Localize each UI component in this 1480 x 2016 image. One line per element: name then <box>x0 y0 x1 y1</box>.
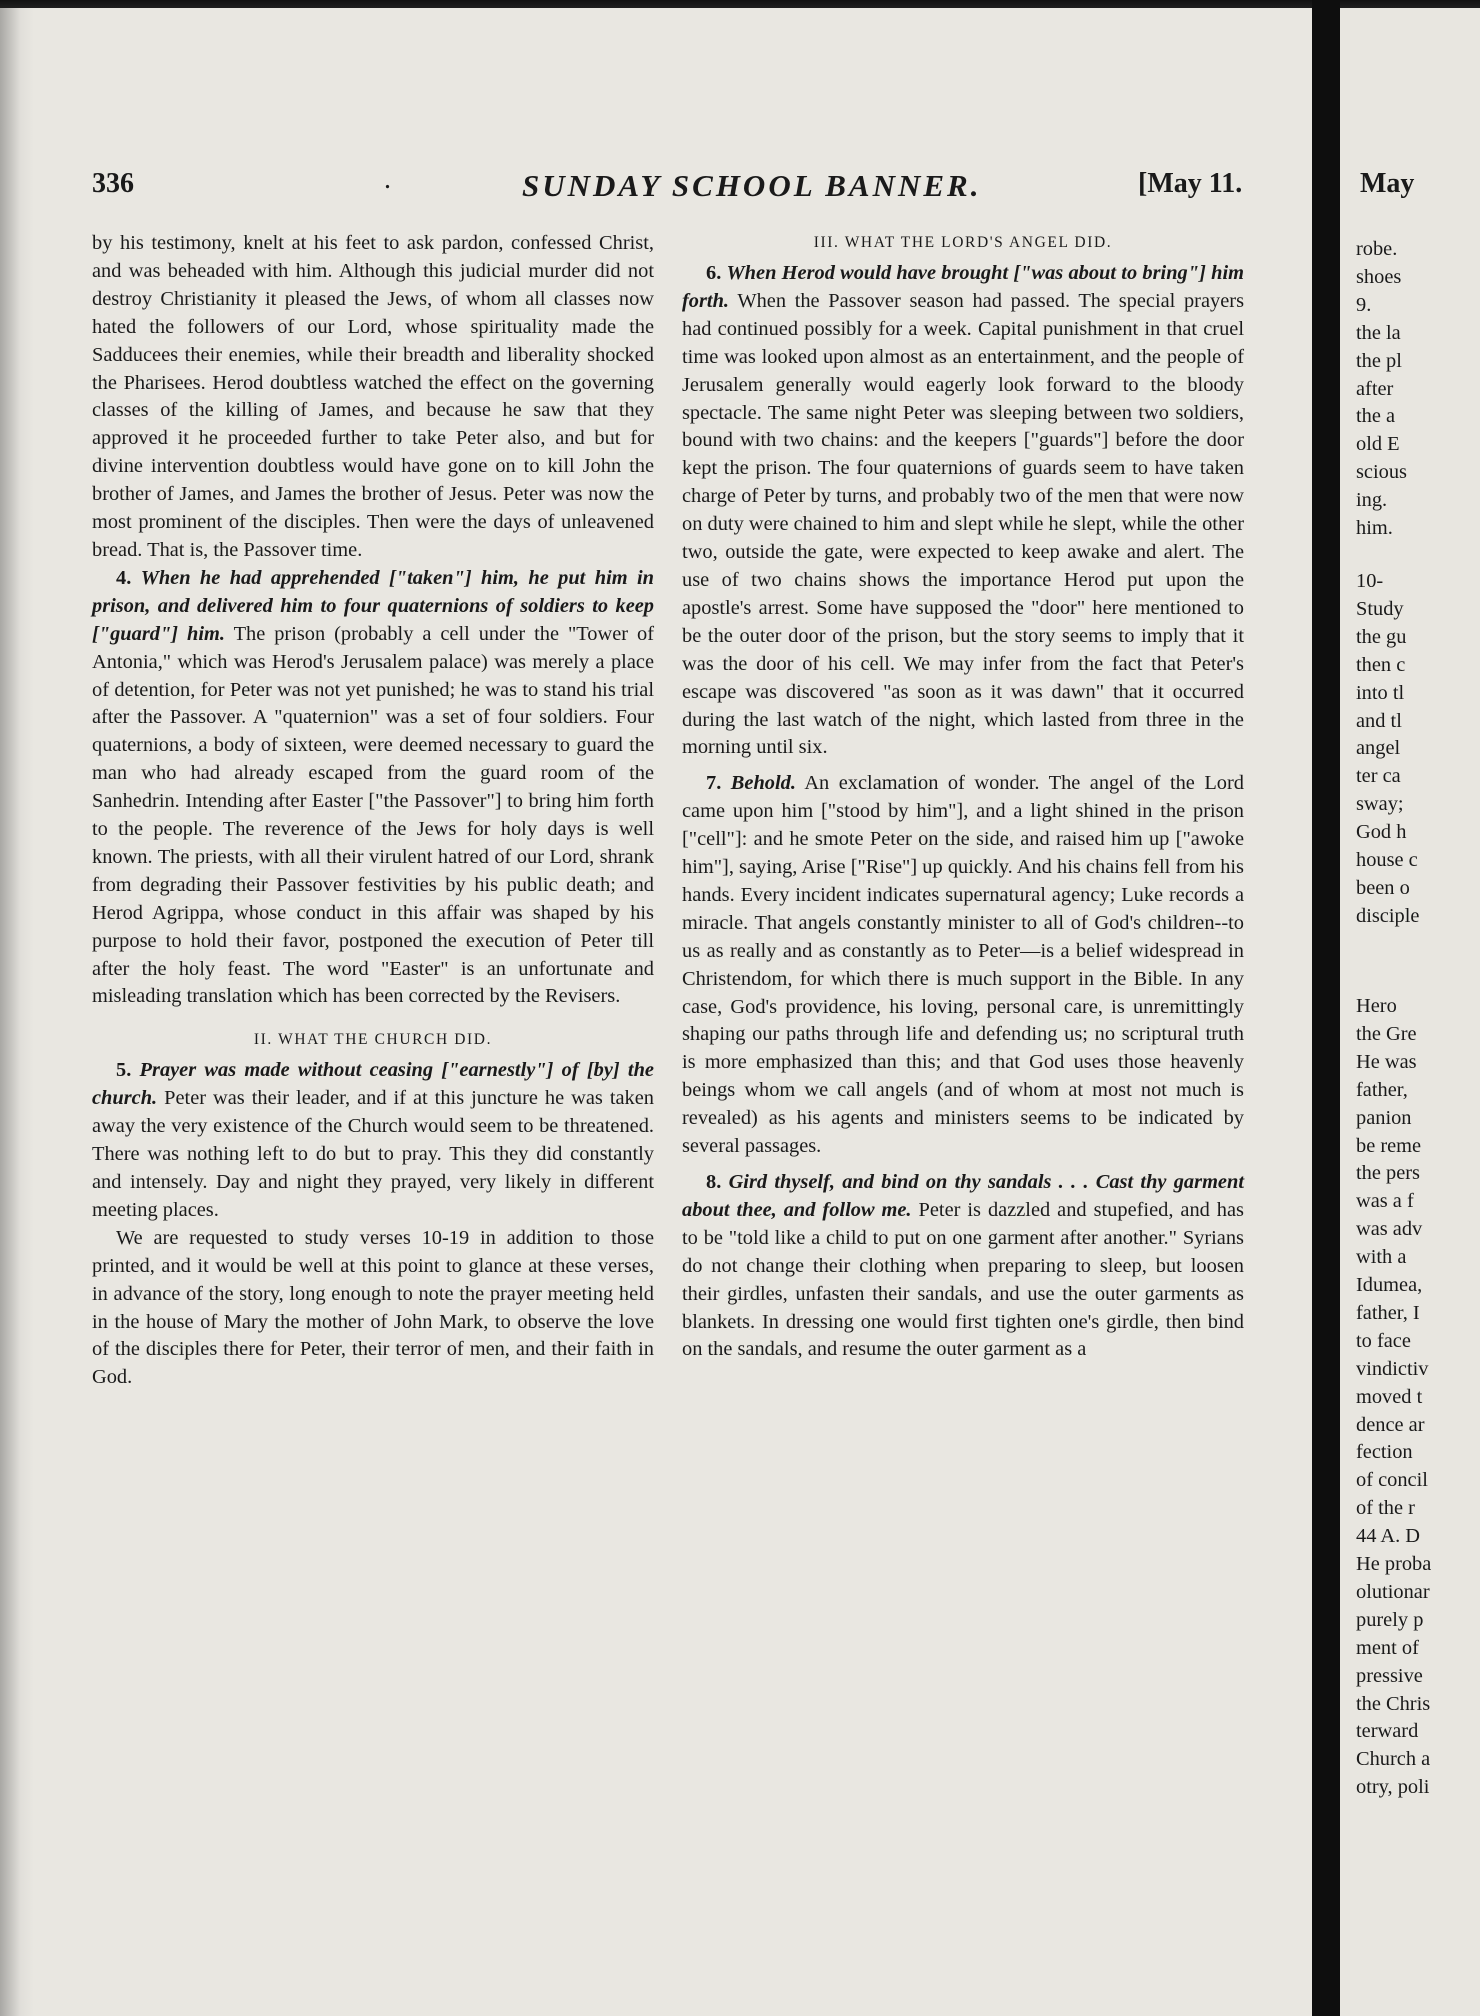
issue-date: [May 11. <box>1138 168 1243 199</box>
verse-5-comment <box>92 1057 654 1224</box>
facing-page-line: be reme <box>1356 1134 1422 1157</box>
commentary: Peter was their leader, and if at this juncture he was taken away the very existence of the Church would seem to be threatened. There was nothing left to do but to pray. This they did constantly and intensely. Day and night they prayed, very likely in different meeting places. <box>92 1087 654 1221</box>
facing-page-fragment <box>1340 8 1480 2016</box>
commentary: When the Passover season had passed. The special prayers had continued possibly for a week. Capital punishment in that cruel time was looked upon almost as an entertainment, and the people of Jerusalem generally would eagerly look forward to the bloody spectacle. The same night Peter was sleeping between two soldiers, bound with two chains: and the keepers ["guards"] before the door kept the prison. The four quaternions of guards seem to have taken charge of Peter by turns, and probably two of the men that were now on duty were chained to him and slept while he slept, while the other two, outside the gate, were expected to keep awake and alert. The use of two chains shows the importance Herod put upon the apostle's arrest. Some have supposed the "door" here mentioned to be the outer door of the prison, but the story seems to imply that it was the door of his cell. We may infer from the fact that Peter's escape was discovered "as soon as it was dawn" that it occurred during the last watch of the night, which lasted from three in the morning until six. <box>682 289 1244 759</box>
facing-page-line: to face <box>1356 1329 1411 1352</box>
facing-page-line: of the r <box>1356 1497 1415 1520</box>
verse-text: Gird thyself, and bind on thy sandals . . . Cast thy garment about thee, and follow me. <box>682 1171 1244 1221</box>
verse-text: When Herod would have brought ["was about to bring"] him forth. <box>682 262 1244 312</box>
facing-page-line: sway; <box>1356 793 1404 816</box>
facing-page-line: otry, poli <box>1356 1776 1430 1799</box>
facing-page-line: and tl <box>1356 709 1402 732</box>
facing-page-line: ter ca <box>1356 765 1401 788</box>
facing-page-line: shoes <box>1356 265 1402 288</box>
commentary: The prison (probably a cell under the "Tower of Antonia," which was Herod's Jerusalem palace) was merely a place of detention, for Peter was not yet punished; he was to stand his trial after the Passover. A "quaternion" was a set of four soldiers. Four quaternions, a body of sixteen, were deemed necessary to guard the man who had already escaped from the guard room of the Sanhedrin. Intending after Easter ["the Passover"] to bring him forth to the people. The reverence of the Jews for holy days is well known. The priests, with all their virulent hatred of our Lord, shrank from degrading their Passover festivities by his public death; and Herod Agrippa, whose conduct in this affair was shaped by his purpose to hold their favor, postponed the execution of Peter till after the holy feast. The word "Easter" is an unfortunate and misleading translation which has been corrected by the Revisers. <box>92 622 654 1008</box>
facing-page-line: father, <box>1356 1078 1408 1101</box>
facing-page-line: terward <box>1356 1720 1419 1743</box>
facing-page-line: 10- <box>1356 570 1384 592</box>
facing-page-line: He proba <box>1356 1553 1432 1575</box>
facing-page-line: purely p <box>1356 1608 1424 1631</box>
facing-page-line: him. <box>1356 517 1393 539</box>
facing-page-line: the gu <box>1356 625 1407 648</box>
facing-page-line: dence ar <box>1356 1413 1425 1436</box>
page-336 <box>0 8 1312 2016</box>
facing-page-line: the pl <box>1356 349 1402 372</box>
verse-4-comment <box>92 565 654 1012</box>
section-heading: III. WHAT THE LORD'S ANGEL DID. <box>813 234 1113 251</box>
facing-page-line: God h <box>1356 821 1407 844</box>
facing-page-line: Hero <box>1356 995 1397 1017</box>
facing-page-line: was a f <box>1356 1190 1414 1213</box>
study-note: We are requested to study verses 10-19 in addition to those printed, and it would be well at this point to glance at these verses, in advance of the story, long enough to note the prayer meeting held in the house of Mary the mother of John Mark, to observe the love of the disciples there for Peter, their terror of men, and their faith in God. <box>92 1226 654 1389</box>
header-separator: . <box>384 164 391 195</box>
verse-text: Behold. <box>730 772 796 795</box>
binding-shadow <box>0 8 34 2016</box>
facing-page-line: He was <box>1356 1050 1417 1073</box>
verse-text: Prayer was made without ceasing ["earnestly"] of [by] the church. <box>92 1059 654 1110</box>
facing-page-line: into tl <box>1356 681 1405 704</box>
verse-7-comment <box>682 770 1244 1161</box>
facing-page-line: of concil <box>1356 1469 1428 1492</box>
facing-page-line: 44 A. D <box>1356 1525 1421 1548</box>
facing-page-line: pressive <box>1356 1664 1423 1687</box>
facing-page-line: then c <box>1356 653 1406 676</box>
facing-page-line: Idumea, <box>1356 1274 1423 1296</box>
facing-page-line: vindictiv <box>1356 1357 1429 1380</box>
facing-page-line: been o <box>1356 876 1410 899</box>
commentary: An exclamation of wonder. The angel of the Lord came upon him ["stood by him"], and a light shined in the prison ["cell"]: and he smote Peter on the side, and raised him up ["awoke him"], saying, Arise ["Rise"] up quickly. And his chains fell from his hands. Every incident indicates supernatural agency; Luke records a miracle. That angels constantly minister to all of God's children--to us as really and as constantly as to Peter—is a belief widespread in Christendom, for which there is much support in the Bible. In any case, God's providence, his loving, personal care, is unremittingly shaping our paths through life and defending us; no scriptural truth is more emphasized than this; and that God uses those heavenly beings whom we call angels (and of whom at most not much is revealed) as his agents and ministers seems to be indicated by several passages. <box>682 772 1244 1158</box>
verse-8-comment <box>682 1169 1244 1364</box>
verse-number: 7. <box>706 772 722 795</box>
facing-page-line: house c <box>1356 849 1418 871</box>
facing-page-line: olutionar <box>1356 1580 1430 1603</box>
book-gutter <box>1312 0 1340 2016</box>
facing-page-line: Study <box>1356 597 1404 620</box>
verse-number: 4. <box>116 566 132 589</box>
page-number: 336 <box>92 168 134 199</box>
facing-page-line: disciple <box>1356 904 1420 927</box>
verse-number: 6. <box>706 262 722 284</box>
facing-page-line: father, I <box>1356 1301 1420 1324</box>
verse-6-comment <box>682 260 1244 762</box>
facing-page-line: angel <box>1356 737 1401 760</box>
facing-page-line: ment of <box>1356 1636 1419 1659</box>
left-column <box>92 230 654 1392</box>
facing-page-line: the a <box>1356 405 1396 428</box>
facing-page-line: was adv <box>1356 1218 1423 1241</box>
verse-text: When he had apprehended ["taken"] him, he put him in prison, and delivered him to four quaternions of soldiers to keep ["guard"] him. <box>92 566 654 645</box>
facing-page-line: with a <box>1356 1246 1407 1269</box>
facing-page-line: scious <box>1356 461 1407 484</box>
verse-number: 8. <box>706 1171 722 1193</box>
facing-page-line: panion <box>1356 1106 1412 1129</box>
facing-page-line: the pers <box>1356 1162 1420 1185</box>
facing-page-line: Church a <box>1356 1748 1431 1771</box>
facing-page-header: May <box>1360 168 1415 199</box>
facing-page-line: old E <box>1356 433 1400 456</box>
facing-page-line: robe. <box>1356 238 1398 260</box>
section-heading: II. WHAT THE CHURCH DID. <box>253 1031 493 1049</box>
verse-number: 5. <box>116 1059 132 1082</box>
facing-page-line: the la <box>1356 321 1401 344</box>
paragraph-continued: by his testimony, knelt at his feet to ask pardon, confessed Christ, and was beheaded with him. Although this judicial murder did not destroy Christianity it pleased the Jews, of whom all classes now hated the followers of our Lord, whose spirituality made the Sadducees their enemies, while their breadth and liberality shocked the Pharisees. Herod doubtless watched the effect on the governing classes of the killing of James, and because he saw that they approved it he proceeded further to take Peter also, and but for divine intervention doubtless would have gone on to kill John the brother of James, and James the brother of Jesus. Peter was now the most prominent of the disciples. Then were the days of unleavened bread. That is, the Passover time. <box>92 232 654 561</box>
facing-page-line: fection <box>1356 1441 1413 1464</box>
facing-page-line: after <box>1356 377 1394 400</box>
running-header <box>92 164 1252 212</box>
right-column <box>682 230 1244 1364</box>
facing-page-line: the Chris <box>1356 1692 1431 1715</box>
facing-page-line: 9. <box>1356 293 1372 316</box>
publication-title: SUNDAY SCHOOL BANNER. <box>522 168 982 203</box>
facing-page-line: the Gre <box>1356 1022 1417 1045</box>
commentary: Peter is dazzled and stupefied, and has to be "told like a child to put on one garment after another." Syrians do not change their clothing when preparing to sleep, but loosen their girdles, unfasten their sandals, and use the outer garments as blankets. In dressing one would first tighten one's girdle, then bind on the sandals, and resume the outer garment as a <box>682 1198 1244 1361</box>
facing-page-line: moved t <box>1356 1385 1423 1408</box>
facing-page-line: ing. <box>1356 489 1388 512</box>
